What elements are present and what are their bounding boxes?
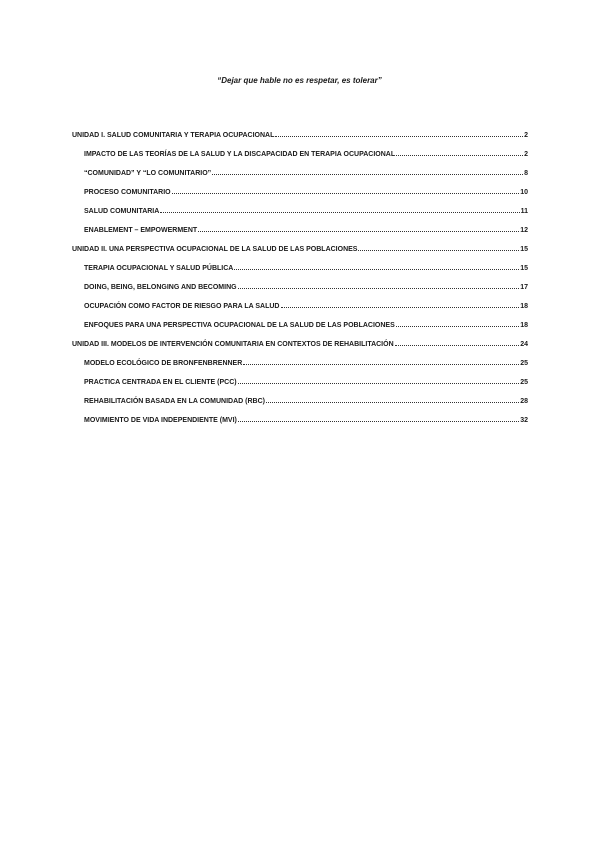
toc-leader-dots — [234, 263, 519, 270]
toc-page-number: 25 — [520, 360, 528, 367]
toc-section-entry[interactable] — [84, 301, 528, 320]
toc-entry-title: IMPACTO DE LAS TEORÍAS DE LA SALUD Y LA DISCAPACIDAD EN TERAPIA OCUPACIONAL — [84, 151, 396, 158]
toc-leader-dots — [238, 282, 520, 289]
toc-section-entry[interactable] — [84, 396, 528, 415]
toc-section-entry[interactable] — [84, 225, 528, 244]
toc-leader-dots — [396, 320, 519, 327]
toc-entry-title: REHABILITACIÓN BASADA EN LA COMUNIDAD (RBC) — [84, 398, 265, 405]
toc-entry-title: OCUPACIÓN COMO FACTOR DE RIESGO PARA LA SALUD — [84, 303, 280, 310]
toc-entry-title: MODELO ECOLÓGICO DE BRONFENBRENNER — [84, 360, 243, 367]
toc-page-number: 11 — [520, 208, 528, 215]
toc-page-number: 10 — [520, 189, 528, 196]
toc-leader-dots — [172, 187, 520, 194]
toc-section-entry[interactable] — [84, 187, 528, 206]
toc-section-entry[interactable] — [84, 206, 528, 225]
toc-entry-title: UNIDAD II. UNA PERSPECTIVA OCUPACIONAL DE LA SALUD DE LAS POBLACIONES — [72, 246, 358, 253]
toc-entry-title: PRACTICA CENTRADA EN EL CLIENTE (PCC) — [84, 379, 237, 386]
toc-entry-title: ENABLEMENT – EMPOWERMENT — [84, 227, 198, 234]
toc-page-number: 15 — [520, 265, 528, 272]
toc-leader-dots — [281, 301, 520, 308]
toc-unit-entry[interactable] — [72, 130, 528, 149]
toc-section-entry[interactable] — [84, 377, 528, 396]
toc-leader-dots — [198, 225, 519, 232]
epigraph-quote: “Dejar que hable no es respetar, es tolerar” — [217, 76, 382, 85]
toc-entry-title: SALUD COMUNITARIA — [84, 208, 160, 215]
toc-page-number: 25 — [520, 379, 528, 386]
toc-entry-title: TERAPIA OCUPACIONAL Y SALUD PÚBLICA — [84, 265, 234, 272]
toc-entry-title: PROCESO COMUNITARIO — [84, 189, 171, 196]
toc-page-number: 18 — [520, 322, 528, 329]
toc-section-entry[interactable] — [84, 282, 528, 301]
toc-page-number: 32 — [520, 417, 528, 424]
toc-leader-dots — [243, 358, 519, 365]
toc-page-number: 2 — [524, 132, 528, 139]
toc-entry-title: “COMUNIDAD” Y “LO COMUNITARIO” — [84, 170, 212, 177]
toc-leader-dots — [212, 168, 523, 175]
toc-leader-dots — [160, 206, 519, 213]
toc-section-entry[interactable] — [84, 168, 528, 187]
toc-entry-title: UNIDAD III. MODELOS DE INTERVENCIÓN COMUNITARIA EN CONTEXTOS DE REHABILITACIÓN — [72, 341, 394, 348]
toc-page-number: 8 — [524, 170, 528, 177]
toc-leader-dots — [238, 377, 520, 384]
toc-page-number: 17 — [520, 284, 528, 291]
toc-entry-title: UNIDAD I. SALUD COMUNITARIA Y TERAPIA OCUPACIONAL — [72, 132, 275, 139]
toc-page-number: 24 — [520, 341, 528, 348]
toc-section-entry[interactable] — [84, 358, 528, 377]
toc-page-number: 15 — [520, 246, 528, 253]
toc-page-number: 2 — [524, 151, 528, 158]
toc-entry-title: MOVIMIENTO DE VIDA INDEPENDIENTE (MVI) — [84, 417, 237, 424]
toc-entry-title: DOING, BEING, BELONGING AND BECOMING — [84, 284, 237, 291]
toc-leader-dots — [238, 415, 519, 422]
toc-unit-entry[interactable] — [72, 339, 528, 358]
toc-page-number: 18 — [520, 303, 528, 310]
toc-leader-dots — [395, 339, 520, 346]
toc-section-entry[interactable] — [84, 149, 528, 168]
toc-section-entry[interactable] — [84, 415, 528, 434]
toc-page-number: 12 — [520, 227, 528, 234]
toc-unit-entry[interactable] — [72, 244, 528, 263]
toc-leader-dots — [396, 149, 523, 156]
toc-leader-dots — [358, 244, 519, 251]
toc-section-entry[interactable] — [84, 263, 528, 282]
table-of-contents — [72, 130, 528, 434]
toc-entry-title: ENFOQUES PARA UNA PERSPECTIVA OCUPACIONAL DE LA SALUD DE LAS POBLACIONES — [84, 322, 395, 329]
toc-leader-dots — [266, 396, 519, 403]
toc-page-number: 28 — [520, 398, 528, 405]
toc-section-entry[interactable] — [84, 320, 528, 339]
toc-leader-dots — [275, 130, 523, 137]
